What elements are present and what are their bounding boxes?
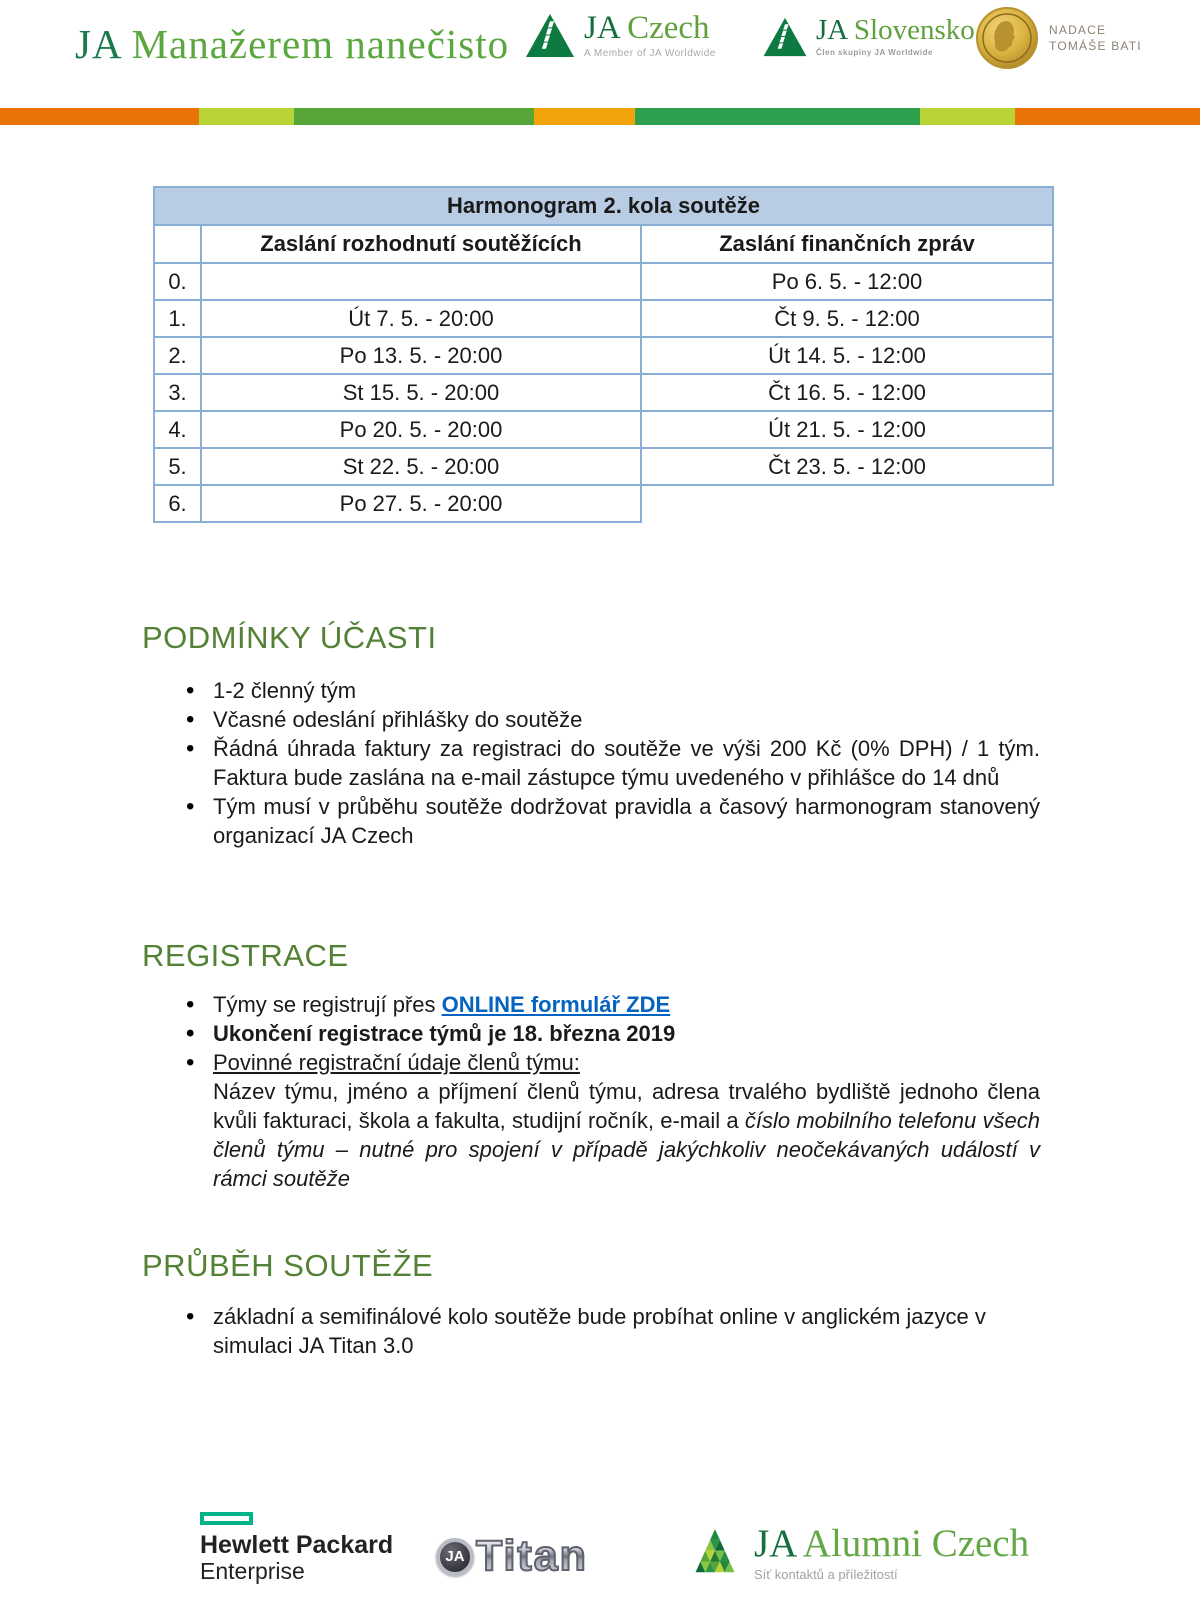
- row-number: 0.: [154, 263, 201, 300]
- reports-cell: Út 21. 5. - 12:00: [641, 411, 1053, 448]
- program-title-rest: Manažerem nanečisto: [120, 21, 510, 67]
- alumni-subtitle: Síť kontaktů a příležitostí: [754, 1567, 898, 1582]
- list-item: • Řádná úhrada faktury za registraci do soutěže ve výši 200 Kč (0% DPH) / 1 tým. Faktura bude zaslána na e-mail zástupce týmu uvedeného v přihlášce do 14 dnů: [180, 734, 1040, 792]
- list-item: [180, 1048, 1040, 1193]
- row-number: 5.: [154, 448, 201, 485]
- section-heading-podminky: PODMÍNKY ÚČASTI: [142, 620, 437, 655]
- decision-cell: St 15. 5. - 20:00: [201, 374, 641, 411]
- reports-cell: [641, 485, 1053, 522]
- col-header-reports: Zaslání finančních zpráv: [641, 225, 1053, 263]
- ja-czech-ja: JA: [584, 10, 619, 46]
- required-data-label: Povinné registrační údaje členů týmu:: [213, 1050, 580, 1075]
- hpe-logo: [200, 1512, 393, 1585]
- reports-cell: Čt 23. 5. - 12:00: [641, 448, 1053, 485]
- podminky-bullet-list: [180, 676, 1040, 850]
- row-number: 4.: [154, 411, 201, 448]
- online-form-link[interactable]: ONLINE formulář ZDE: [441, 992, 671, 1017]
- prubeh-bullet-list: [180, 1302, 1040, 1360]
- program-title-ja: JA: [75, 21, 121, 67]
- titan-wordmark: Titan: [476, 1532, 588, 1580]
- decision-cell: Po 13. 5. - 20:00: [201, 337, 641, 374]
- schedule-table: [153, 186, 1054, 523]
- row-number: 6.: [154, 485, 201, 522]
- hpe-line1: Hewlett Packard: [200, 1531, 394, 1559]
- nadace-line1: NADACE: [1049, 22, 1107, 37]
- section-heading-prubeh: PRŮBĚH SOUTĚŽE: [142, 1248, 434, 1283]
- alumni-name: Alumni Czech: [795, 1522, 1030, 1565]
- list-item: • Tým musí v průběhu soutěže dodržovat pravidla a časový harmonogram stanovený organizací JA Czech: [180, 792, 1040, 850]
- decision-cell: St 22. 5. - 20:00: [201, 448, 641, 485]
- stripe-segment: [199, 108, 294, 125]
- nadace-wordmark: [1049, 22, 1142, 54]
- decision-cell: Po 20. 5. - 20:00: [201, 411, 641, 448]
- row-number: 1.: [154, 300, 201, 337]
- reports-cell: Čt 16. 5. - 12:00: [641, 374, 1053, 411]
- table-row: [154, 448, 1053, 485]
- table-row: [154, 374, 1053, 411]
- ja-czech-name: Czech: [618, 10, 710, 46]
- stripe-segment: [534, 108, 635, 125]
- alumni-ja: JA: [754, 1522, 796, 1565]
- reports-cell: Út 14. 5. - 12:00: [641, 337, 1053, 374]
- list-item: • základní a semifinálové kolo soutěže bude probíhat online v anglickém jazyce v simulaci JA Titan 3.0: [180, 1302, 1040, 1360]
- table-row: [154, 300, 1053, 337]
- program-title: [75, 20, 509, 68]
- table-row: [154, 411, 1053, 448]
- ja-titan-logo: [436, 1532, 588, 1580]
- registrace-bullet-list: [180, 990, 1040, 1193]
- stripe-segment: [920, 108, 1015, 125]
- ja-czech-logo: [524, 12, 716, 59]
- decision-cell: [201, 263, 641, 300]
- mosaic-triangle-icon: [688, 1524, 742, 1586]
- ja-czech-subtitle: A Member of JA Worldwide: [584, 48, 716, 59]
- col-header-decisions: Zaslání rozhodnutí soutěžících: [201, 225, 641, 263]
- list-item: • Včasné odeslání přihlášky do soutěže: [180, 705, 1040, 734]
- ja-slovensko-subtitle: Člen skupiny JA Worldwide: [816, 48, 933, 57]
- list-item: [180, 990, 1040, 1019]
- decision-cell: Po 27. 5. - 20:00: [201, 485, 641, 522]
- nadace-tomase-bati-logo: [975, 6, 1142, 70]
- color-stripe: [0, 108, 1200, 125]
- row-number: 2.: [154, 337, 201, 374]
- table-row: [154, 485, 1053, 522]
- stripe-segment: [294, 108, 534, 125]
- ja-alumni-czech-logo: [688, 1524, 1029, 1586]
- stripe-segment: [635, 108, 921, 125]
- decision-cell: Út 7. 5. - 20:00: [201, 300, 641, 337]
- ja-slovensko-logo: [762, 16, 975, 57]
- list-item: • Ukončení registrace týmů je 18. března 2019: [180, 1019, 1040, 1048]
- ja-triangle-icon: [524, 12, 576, 58]
- reports-cell: Čt 9. 5. - 12:00: [641, 300, 1053, 337]
- reports-cell: Po 6. 5. - 12:00: [641, 263, 1053, 300]
- required-data-text: Název týmu, jméno a příjmení členů týmu, adresa trvalého bydliště jednoho člena kvůli fakturaci, škola a fakulta, studijní ročník, e-mail a: [213, 1079, 1040, 1133]
- medallion-icon: [975, 6, 1039, 70]
- nadace-line2: TOMÁŠE BATI: [1049, 39, 1142, 53]
- section-heading-registrace: REGISTRACE: [142, 938, 349, 973]
- stripe-segment: [1015, 108, 1200, 125]
- schedule-table-title: Harmonogram 2. kola soutěže: [154, 187, 1053, 225]
- ja-slovensko-name: Slovensko: [846, 14, 975, 46]
- hpe-line2: Enterprise: [200, 1558, 305, 1585]
- row-number: 3.: [154, 374, 201, 411]
- stripe-segment: [0, 108, 199, 125]
- ja-circle-icon: JA: [436, 1538, 474, 1576]
- table-row: [154, 263, 1053, 300]
- table-row: [154, 337, 1053, 374]
- col-header-empty: [154, 225, 201, 263]
- hpe-rectangle-icon: [200, 1512, 253, 1525]
- list-item: • 1-2 členný tým: [180, 676, 1040, 705]
- ja-slovensko-ja: JA: [816, 14, 847, 46]
- ja-triangle-icon: [762, 16, 808, 57]
- registration-text: Týmy se registrují přes: [213, 992, 442, 1017]
- required-data-italic: číslo mobilního telefonu všech členů týmu – nutné pro spojení v případě jakýchkoliv neočekávaných událostí v rámci soutěže: [213, 1108, 1040, 1191]
